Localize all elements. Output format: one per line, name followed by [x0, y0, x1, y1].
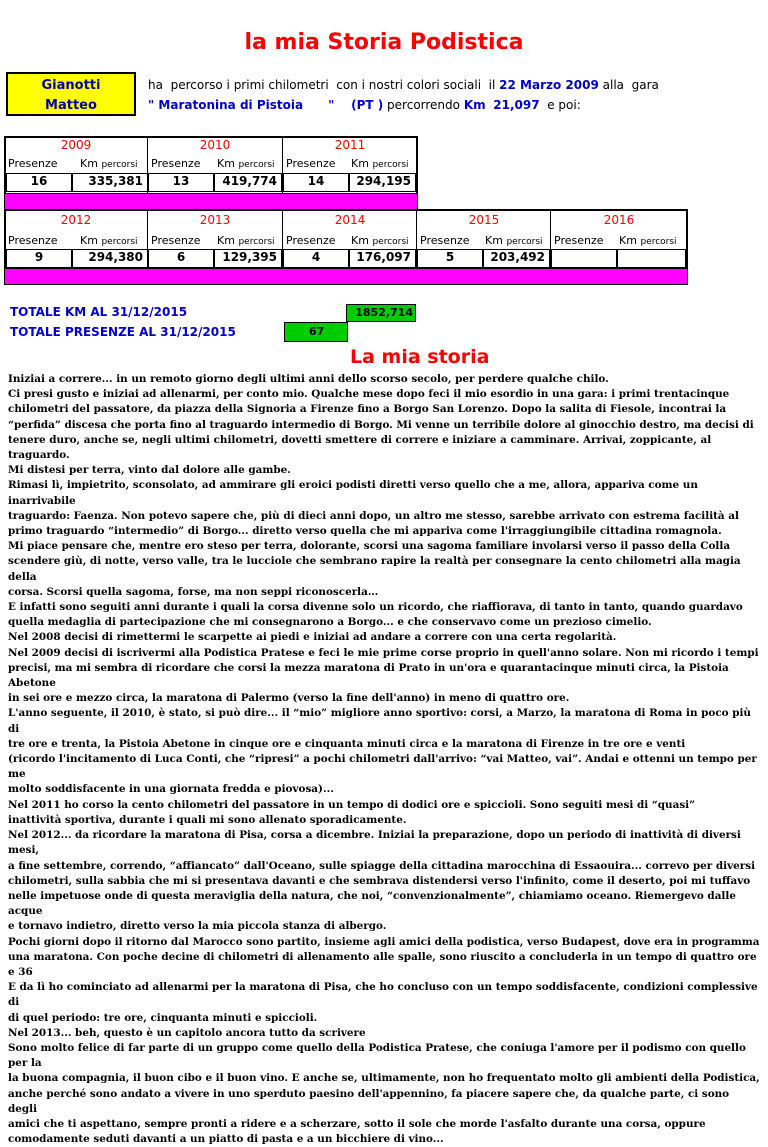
percorsi-label: percorsi: [238, 160, 275, 170]
presenze-value: 9: [6, 249, 72, 268]
year-label: 2011: [334, 138, 366, 152]
presenze-value: 5: [417, 249, 483, 268]
presenze-value: 13: [148, 173, 214, 192]
story-line: scendere giù, di notte, verso valle, tra le lucciole che sembrano rapire la realtà per consegnare la cento chilometri alla magia della: [8, 555, 741, 583]
story-line: tre ore e trenta, la Pistoia Abetone in cinque ore e cinquanta minuti circa e la maratona di Firenze in tre ore e venti: [8, 737, 686, 750]
presenze-header: [8, 234, 58, 247]
table2-magenta-bar: [4, 268, 688, 285]
km-value: 294,380: [72, 249, 148, 268]
km-value: [617, 249, 686, 268]
km-header: [351, 234, 409, 247]
story-line: Nel 2012... da ricordare la maratona di Pisa, corsa a dicembre. Iniziai la preparazione, dopo un periodo di inattività di diversi mesi,: [8, 829, 741, 857]
story-line: chilometri del passatore, da piazza della Signoria a Firenze fino a Borgo San Lorenzo. Dopo la salita di Fiesole, incontrai la: [8, 403, 727, 416]
story-line: E da lì ho cominciato ad allenarmi per la maratona di Pisa, che ho concluso con un tempo soddisfacente, condizioni complessive di: [8, 981, 758, 1009]
presenze-header: [286, 234, 336, 247]
story-line: Nel 2009 decisi di iscrivermi alla Podistica Pratese e feci le mie prime corse proprio in quell'anno solare. Non mi ricordo i tempi: [8, 646, 759, 659]
percorsi-label: percorsi: [372, 160, 409, 170]
presenze-label: Presenze: [151, 234, 201, 247]
km-label: Km: [217, 234, 235, 247]
table1-magenta-bar: [4, 193, 418, 210]
km-header: [80, 157, 138, 170]
year-label: 2014: [334, 213, 366, 227]
km-label: Km: [351, 157, 369, 170]
story-title: La mia storia: [350, 346, 490, 368]
story-line: nelle impetuose onde di questa meraviglia della natura, che noi, “convenzionalmente”, chiamiamo oceano. Riemergevo dalle acque: [8, 889, 736, 918]
runner-last-name: Matteo: [45, 98, 97, 113]
intro-line-2: [148, 98, 581, 112]
race-name: " Maratonina di Pistoia " (PT ): [148, 98, 384, 112]
km-label: Km: [619, 234, 637, 247]
percorsi-label: percorsi: [506, 237, 543, 247]
story-line: Rimasi lì, impietrito, sconsolato, ad ammirare gli eroici podisti diretti verso quello che a me, allora, appariva come un inarrivabile: [8, 479, 698, 507]
page-title: la mia Storia Podistica: [244, 30, 524, 55]
km-label: Km: [485, 234, 503, 247]
percorsi-label: percorsi: [372, 237, 409, 247]
km-value: 203,492: [483, 249, 550, 268]
story-line: (ricordo l'incitamento di Luca Conti, che “ripresi” a pochi chilometri dall'arrivo: “vai Matteo, vai”. Andai e ottenni un tempo per me: [8, 753, 757, 781]
story-line: traguardo: Faenza. Non potevo sapere che, più di dieci anni dopo, un altro me stesso, sarebbe arrivato con estrema facilità al: [8, 509, 739, 522]
year-label: 2016: [603, 213, 635, 227]
story-line: Pochi giorni dopo il ritorno dal Marocco sono partito, insieme agli amici della podistica, verso Budapest, dove era in programma: [8, 935, 760, 948]
presenze-label: Presenze: [554, 234, 604, 247]
km-header: [217, 234, 275, 247]
story-line: Nel 2013... beh, questo è un capitolo ancora tutto da scrivere: [8, 1026, 366, 1039]
year-label: 2010: [199, 138, 231, 152]
km-label: Km: [217, 157, 235, 170]
story-line: una maratona. Con poche decine di chilometri di allenamento alle spalle, sono riuscito a concluderla in un tempo di quattro ore e 36: [8, 950, 757, 978]
presenze-label: Presenze: [8, 234, 58, 247]
km-label: Km: [351, 234, 369, 247]
presenze-header: [286, 157, 336, 170]
intro-text: percorrendo: [387, 98, 460, 112]
runner-name-box: [6, 72, 136, 116]
runner-first-name: Gianotti: [41, 78, 101, 93]
year-label: 2009: [60, 138, 92, 152]
percorsi-label: percorsi: [238, 237, 275, 247]
km-value: 176,097: [349, 249, 416, 268]
race-km: 21,097: [493, 98, 540, 112]
presenze-header: [420, 234, 470, 247]
story-line: di quel periodo: tre ore, cinquanta minuti e spiccioli.: [8, 1011, 318, 1024]
presenze-header: [554, 234, 604, 247]
story-line: in sei ore e mezzo circa, la maratona di Palermo (verso la fine dell'anno) in meno di quattro ore.: [8, 692, 570, 705]
intro-text: ha percorso i primi chilometri con i nostri colori sociali il: [148, 78, 496, 92]
presenze-value: 14: [283, 173, 349, 192]
presenze-label: Presenze: [8, 157, 58, 170]
story-line: amici che ti aspettano, sempre pronti a ridere e a scherzare, sotto il sole che morde l'asfalto durante una corsa, oppure: [8, 1117, 706, 1130]
presenze-value: 4: [283, 249, 349, 268]
story-line: inattività sportiva, durante i quali mi sono allenato sporadicamente.: [8, 813, 407, 826]
start-date: 22 Marzo 2009: [499, 78, 599, 92]
km-label: Km: [80, 234, 98, 247]
km-header: [351, 157, 409, 170]
presenze-header: [8, 157, 58, 170]
story-line: comodamente seduti davanti a un piatto di pasta e a un bicchiere di vino...: [8, 1133, 444, 1146]
km-label: Km: [463, 98, 486, 112]
total-presenze-value: 67: [284, 322, 348, 342]
percorsi-label: percorsi: [101, 160, 138, 170]
km-value: 419,774: [214, 173, 282, 192]
story-line: chilometri, sulla sabbia che mi si presentava davanti e che sembrava distendersi verso l'infinito, come il deserto, poi mi tuffavo: [8, 874, 751, 887]
story-line: Nel 2008 decisi di rimettermi le scarpette ai piedi e iniziai ad andare a correre con una certa regolarità.: [8, 631, 617, 644]
presenze-header: [151, 234, 201, 247]
story-line: tenere duro, anche se, negli ultimi chilometri, dovetti smettere di correre e iniziare a camminare. Arrivai, zoppicante, al traguardo.: [8, 433, 712, 462]
story-line: E infatti sono seguiti anni durante i quali la corsa divenne solo un ricordo, che riaffiorava, di tanto in tanto, quando guardavo: [8, 601, 743, 614]
story-line: e tornavo indietro, diretto verso la mia piccola stanza di albergo.: [8, 920, 387, 933]
story-line: anche perché sono andato a vivere in uno sperduto paesino dell'appennino, fa piacere sapere che, da qualche parte, ci sono degli: [8, 1087, 730, 1115]
km-header: [217, 157, 275, 170]
story-line: a fine settembre, correndo, “affiancato” dall'Oceano, sulle spiagge della cittadina marocchina di Essaouira... correvo per diversi: [8, 859, 756, 872]
km-header: [619, 234, 677, 247]
presenze-label: Presenze: [286, 234, 336, 247]
story-line: Mi piace pensare che, mentre ero steso per terra, dolorante, scorsi una sagoma familiare involarsi verso il passo della Colla: [8, 540, 731, 553]
km-label: Km: [80, 157, 98, 170]
presenze-label: Presenze: [420, 234, 470, 247]
presenze-value: [551, 249, 617, 268]
presenze-value: 16: [6, 173, 72, 192]
year-label: 2015: [468, 213, 500, 227]
total-km-label: TOTALE KM AL 31/12/2015: [10, 305, 188, 319]
intro-line-1: [148, 78, 659, 92]
story-text: [8, 372, 760, 1147]
story-line: quella medaglia di partecipazione che mi consegnarono a Borgo... e che conservavo come un prezioso cimelio.: [8, 616, 652, 629]
story-line: la buona compagnia, il buon cibo e il buon vino. E anche se, ultimamente, non ho frequentato molto gli ambienti della Podistica,: [8, 1072, 760, 1085]
year-label: 2013: [199, 213, 231, 227]
km-value: 129,395: [214, 249, 282, 268]
story-line: L'anno seguente, il 2010, è stato, si può dire... il “mio” migliore anno sportivo: corsi, a Marzo, la maratona di Roma in poco più di: [8, 707, 751, 735]
percorsi-label: percorsi: [101, 237, 138, 247]
presenze-label: Presenze: [151, 157, 201, 170]
km-header: [485, 234, 543, 247]
story-line: molto soddisfacente in una giornata fredda e piovosa)...: [8, 783, 334, 796]
story-line: primo traguardo “intermedio” di Borgo... diretto verso quella che mi appariva come l'irraggiungibile cittadina romagnola.: [8, 525, 722, 538]
presenze-value: 6: [148, 249, 214, 268]
story-line: Iniziai a correre... in un remoto giorno degli ultimi anni dello scorso secolo, per perdere qualche chilo.: [8, 373, 609, 385]
presenze-label: Presenze: [286, 157, 336, 170]
story-line: corsa. Scorsi quella sagoma, forse, ma non seppi riconoscerla…: [8, 585, 379, 598]
intro-text: e poi:: [547, 98, 581, 112]
presenze-header: [151, 157, 201, 170]
story-line: “perfida” discesa che porta fino al traguardo intermedio di Borgo. Mi venne un terribile dolore al ginocchio destro, ma decisi di: [8, 418, 754, 431]
total-presenze-label: TOTALE PRESENZE AL 31/12/2015: [10, 325, 236, 339]
intro-text: alla gara: [602, 78, 659, 92]
total-km-value: 1852,714: [346, 304, 416, 322]
km-header: [80, 234, 138, 247]
km-value: 335,381: [72, 173, 148, 192]
percorsi-label: percorsi: [640, 237, 677, 247]
story-line: Nel 2011 ho corso la cento chilometri del passatore in un tempo di dodici ore e spiccioli. Sono seguiti mesi di “quasi”: [8, 798, 696, 811]
story-line: precisi, ma mi sembra di ricordare che corsi la mezza maratona di Prato in un'ora e quarantacinque minuti circa, la Pistoia Abetone: [8, 661, 729, 690]
table2-top-border: [4, 209, 688, 211]
story-line: Sono molto felice di far parte di un gruppo come quello della Podistica Pratese, che coniuga l'amore per il podismo con quello per la: [8, 1041, 746, 1070]
story-line: Ci presi gusto e iniziai ad allenarmi, per conto mio. Qualche mese dopo feci il mio esordio in una gara: i primi trentacinque: [8, 388, 730, 401]
km-value: 294,195: [349, 173, 416, 192]
story-line: Mi distesi per terra, vinto dal dolore alle gambe.: [8, 464, 291, 477]
year-label: 2012: [60, 213, 92, 227]
